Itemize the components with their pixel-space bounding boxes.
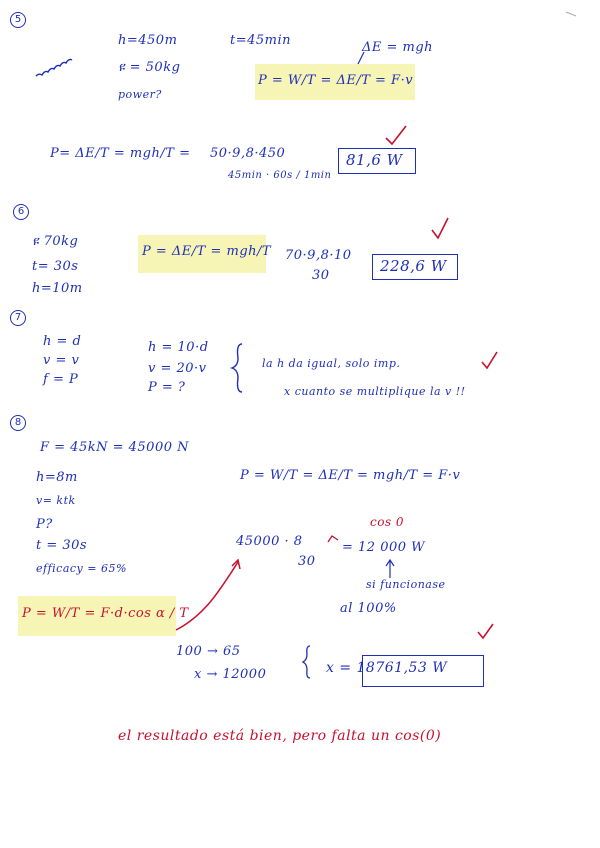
p8-velocity: v= ktk [36, 494, 76, 507]
p8-cos-note: cos 0 [370, 515, 405, 529]
p8-efficacy: efficacy = 65% [36, 562, 127, 575]
p5-result: 81,6 W [346, 151, 403, 169]
p5-squiggle-sketch [36, 59, 72, 76]
p6-height: h=10m [32, 281, 83, 296]
top-right-mark [566, 12, 576, 16]
p7-brace [232, 344, 242, 392]
p5-check-mark [386, 126, 406, 144]
p8-note-2: al 100% [340, 601, 397, 616]
p7-note-1: la h da igual, solo imp. [262, 357, 401, 370]
p6-result: 228,6 W [380, 257, 447, 275]
p7-right-1: h = 10·d [148, 340, 209, 355]
p5-step-lhs: P= ΔE/T = mgh/T = [50, 146, 191, 161]
p8-ratio-result: x = 18761,53 W [326, 660, 448, 676]
p8-force: F = 45kN = 45000 N [40, 440, 189, 455]
p7-note-2: x cuanto se multiplique la v !! [284, 385, 466, 398]
p5-energy-arrow [358, 52, 364, 64]
p5-step-denominator: 45min · 60s / 1min [228, 170, 332, 181]
problem-6-number: 6 [13, 204, 29, 220]
p6-time: t= 30s [32, 259, 79, 274]
p5-energy-note: ΔE = mgh [362, 40, 434, 55]
p5-power-question: power? [118, 88, 162, 101]
p7-right-3: P = ? [148, 380, 186, 395]
p7-right-2: v = 20·v [148, 361, 207, 376]
p8-calc-result: = 12 000 W [342, 540, 426, 555]
p7-check-mark [482, 352, 497, 368]
p7-left-3: f = P [43, 372, 79, 387]
p6-numerator: 70·9,8·10 [285, 248, 352, 263]
p6-mass: ዩ 70kg [32, 234, 79, 249]
p8-correction-mark [328, 536, 338, 542]
p6-formula: P = ΔE/T = mgh/T [142, 244, 272, 259]
p5-mass: ዩ = 50kg [118, 60, 181, 75]
p5-step-numerator: 50·9,8·450 [210, 146, 286, 161]
p5-time: t=45min [230, 33, 292, 48]
problem-8-number: 8 [10, 415, 26, 431]
p8-formula-top: P = W/T = ΔE/T = mgh/T = F·v [240, 468, 461, 483]
p8-note-1: si funcionase [366, 578, 446, 591]
teacher-comment: el resultado está bien, pero falta un cos(0) [118, 728, 442, 744]
p6-check-mark [432, 218, 448, 238]
p8-ratio-2: x → 12000 [194, 667, 267, 682]
p7-left-1: h = d [43, 334, 82, 349]
p8-ratio-brace [303, 646, 310, 678]
p8-height: h=8m [36, 470, 78, 485]
p5-height: h=450m [118, 33, 178, 48]
problem-5-number: 5 [10, 12, 26, 28]
problem-7-number: 7 [10, 310, 26, 326]
p8-calc-numerator: 45000 · 8 [236, 534, 303, 549]
p8-calc-denominator: 30 [298, 554, 316, 569]
p8-check-mark [478, 624, 493, 638]
p8-time: t = 30s [36, 538, 88, 553]
p5-formula: P = W/T = ΔE/T = F·v [258, 73, 414, 88]
p8-ratio-1: 100 → 65 [176, 644, 241, 659]
p8-up-arrow [386, 560, 394, 578]
p8-red-formula: P = W/T = F·d·cos α / T [22, 606, 189, 621]
p8-power-question: P? [36, 517, 53, 532]
p6-denominator: 30 [312, 268, 330, 283]
p8-red-arrow [176, 562, 238, 630]
p7-left-2: v = v [43, 353, 80, 368]
